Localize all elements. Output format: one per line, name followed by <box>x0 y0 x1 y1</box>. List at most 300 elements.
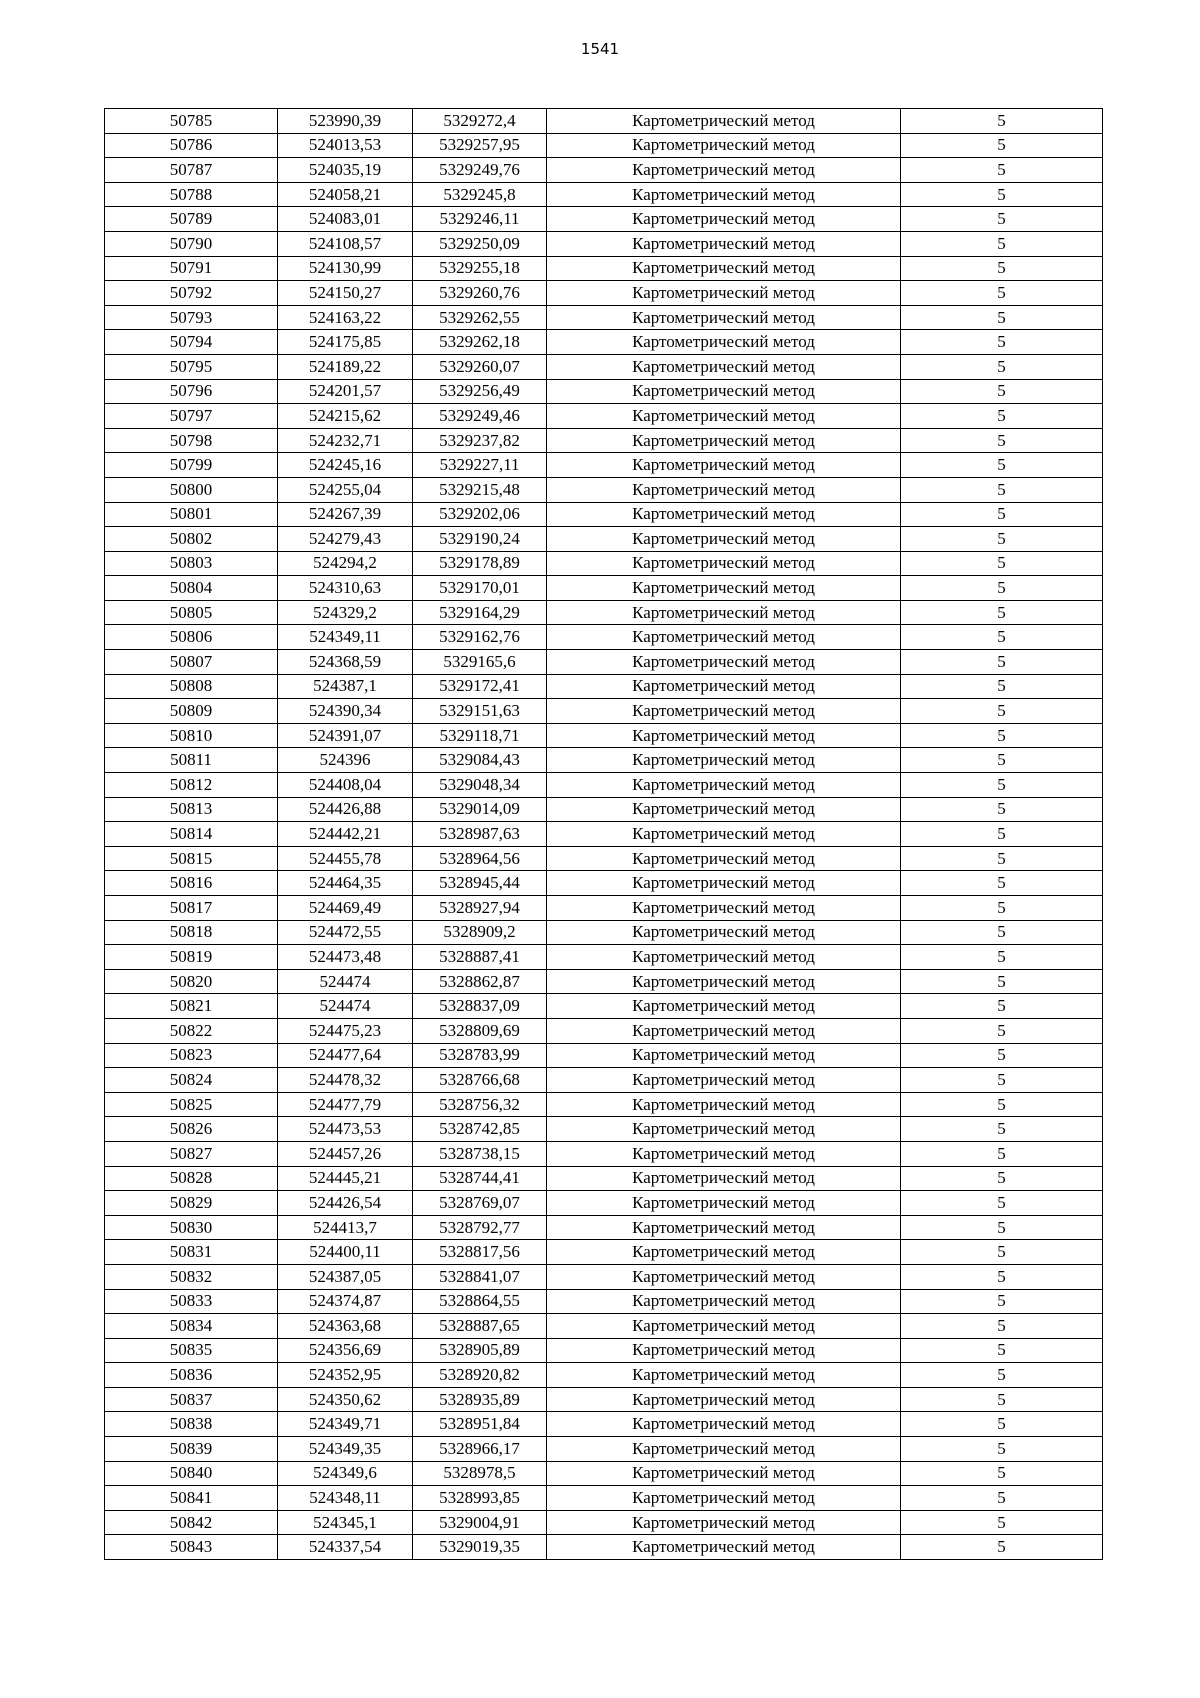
y-coordinate-cell: 5329162,76 <box>413 625 547 650</box>
point-number-cell: 50840 <box>105 1461 278 1486</box>
method-cell: Картометрический метод <box>547 871 901 896</box>
x-coordinate-cell: 524189,22 <box>278 354 413 379</box>
y-coordinate-cell: 5329227,11 <box>413 453 547 478</box>
table-row <box>105 994 1103 1019</box>
x-coordinate-cell: 524469,49 <box>278 896 413 921</box>
table-row <box>105 576 1103 601</box>
point-number-cell: 50793 <box>105 305 278 330</box>
y-coordinate-cell: 5328864,55 <box>413 1289 547 1314</box>
precision-cell: 5 <box>901 920 1103 945</box>
y-coordinate-cell: 5329004,91 <box>413 1510 547 1535</box>
x-coordinate-cell: 524445,21 <box>278 1166 413 1191</box>
y-coordinate-cell: 5328909,2 <box>413 920 547 945</box>
point-number-cell: 50829 <box>105 1191 278 1216</box>
method-cell: Картометрический метод <box>547 477 901 502</box>
table-row <box>105 305 1103 330</box>
point-number-cell: 50797 <box>105 404 278 429</box>
x-coordinate-cell: 524473,48 <box>278 945 413 970</box>
y-coordinate-cell: 5329014,09 <box>413 797 547 822</box>
point-number-cell: 50819 <box>105 945 278 970</box>
table-row <box>105 1338 1103 1363</box>
y-coordinate-cell: 5329019,35 <box>413 1535 547 1560</box>
x-coordinate-cell: 524163,22 <box>278 305 413 330</box>
point-number-cell: 50789 <box>105 207 278 232</box>
table-row <box>105 699 1103 724</box>
point-number-cell: 50812 <box>105 773 278 798</box>
point-number-cell: 50791 <box>105 256 278 281</box>
x-coordinate-cell: 524475,23 <box>278 1018 413 1043</box>
point-number-cell: 50798 <box>105 428 278 453</box>
point-number-cell: 50838 <box>105 1412 278 1437</box>
method-cell: Картометрический метод <box>547 158 901 183</box>
method-cell: Картометрический метод <box>547 305 901 330</box>
method-cell: Картометрический метод <box>547 1240 901 1265</box>
method-cell: Картометрический метод <box>547 502 901 527</box>
precision-cell: 5 <box>901 1117 1103 1142</box>
method-cell: Картометрический метод <box>547 945 901 970</box>
method-cell: Картометрический метод <box>547 527 901 552</box>
y-coordinate-cell: 5329118,71 <box>413 723 547 748</box>
table-row <box>105 1486 1103 1511</box>
point-number-cell: 50841 <box>105 1486 278 1511</box>
method-cell: Картометрический метод <box>547 674 901 699</box>
method-cell: Картометрический метод <box>547 1535 901 1560</box>
method-cell: Картометрический метод <box>547 1191 901 1216</box>
point-number-cell: 50830 <box>105 1215 278 1240</box>
precision-cell: 5 <box>901 256 1103 281</box>
point-number-cell: 50795 <box>105 354 278 379</box>
table-row <box>105 1166 1103 1191</box>
method-cell: Картометрический метод <box>547 1141 901 1166</box>
point-number-cell: 50820 <box>105 969 278 994</box>
table-row <box>105 1068 1103 1093</box>
method-cell: Картометрический метод <box>547 1387 901 1412</box>
table-row <box>105 748 1103 773</box>
x-coordinate-cell: 524058,21 <box>278 182 413 207</box>
method-cell: Картометрический метод <box>547 1092 901 1117</box>
y-coordinate-cell: 5328841,07 <box>413 1264 547 1289</box>
x-coordinate-cell: 524349,35 <box>278 1437 413 1462</box>
y-coordinate-cell: 5329245,8 <box>413 182 547 207</box>
precision-cell: 5 <box>901 846 1103 871</box>
method-cell: Картометрический метод <box>547 822 901 847</box>
table-row <box>105 1363 1103 1388</box>
table-row <box>105 846 1103 871</box>
table-row <box>105 1141 1103 1166</box>
y-coordinate-cell: 5328837,09 <box>413 994 547 1019</box>
precision-cell: 5 <box>901 182 1103 207</box>
table-row <box>105 1535 1103 1560</box>
point-number-cell: 50794 <box>105 330 278 355</box>
y-coordinate-cell: 5328769,07 <box>413 1191 547 1216</box>
y-coordinate-cell: 5329260,07 <box>413 354 547 379</box>
precision-cell: 5 <box>901 207 1103 232</box>
precision-cell: 5 <box>901 1166 1103 1191</box>
precision-cell: 5 <box>901 281 1103 306</box>
x-coordinate-cell: 524408,04 <box>278 773 413 798</box>
precision-cell: 5 <box>901 502 1103 527</box>
point-number-cell: 50843 <box>105 1535 278 1560</box>
table-row <box>105 1264 1103 1289</box>
table-row <box>105 256 1103 281</box>
x-coordinate-cell: 524294,2 <box>278 551 413 576</box>
x-coordinate-cell: 524472,55 <box>278 920 413 945</box>
precision-cell: 5 <box>901 600 1103 625</box>
x-coordinate-cell: 524013,53 <box>278 133 413 158</box>
y-coordinate-cell: 5328887,65 <box>413 1314 547 1339</box>
method-cell: Картометрический метод <box>547 133 901 158</box>
precision-cell: 5 <box>901 1092 1103 1117</box>
precision-cell: 5 <box>901 1510 1103 1535</box>
table-row <box>105 281 1103 306</box>
table-row <box>105 1018 1103 1043</box>
method-cell: Картометрический метод <box>547 625 901 650</box>
precision-cell: 5 <box>901 797 1103 822</box>
x-coordinate-cell: 524457,26 <box>278 1141 413 1166</box>
point-number-cell: 50835 <box>105 1338 278 1363</box>
point-number-cell: 50804 <box>105 576 278 601</box>
precision-cell: 5 <box>901 1412 1103 1437</box>
point-number-cell: 50822 <box>105 1018 278 1043</box>
x-coordinate-cell: 523990,39 <box>278 109 413 134</box>
table-row <box>105 822 1103 847</box>
table-row <box>105 109 1103 134</box>
precision-cell: 5 <box>901 1338 1103 1363</box>
y-coordinate-cell: 5329178,89 <box>413 551 547 576</box>
table-row <box>105 207 1103 232</box>
precision-cell: 5 <box>901 305 1103 330</box>
table-row <box>105 354 1103 379</box>
method-cell: Картометрический метод <box>547 256 901 281</box>
precision-cell: 5 <box>901 1141 1103 1166</box>
table-row <box>105 1461 1103 1486</box>
method-cell: Картометрический метод <box>547 1068 901 1093</box>
point-number-cell: 50807 <box>105 650 278 675</box>
point-number-cell: 50832 <box>105 1264 278 1289</box>
point-number-cell: 50792 <box>105 281 278 306</box>
point-number-cell: 50786 <box>105 133 278 158</box>
y-coordinate-cell: 5328766,68 <box>413 1068 547 1093</box>
table-row <box>105 650 1103 675</box>
y-coordinate-cell: 5328951,84 <box>413 1412 547 1437</box>
method-cell: Картометрический метод <box>547 182 901 207</box>
y-coordinate-cell: 5328738,15 <box>413 1141 547 1166</box>
precision-cell: 5 <box>901 1215 1103 1240</box>
x-coordinate-cell: 524035,19 <box>278 158 413 183</box>
precision-cell: 5 <box>901 1240 1103 1265</box>
x-coordinate-cell: 524348,11 <box>278 1486 413 1511</box>
y-coordinate-cell: 5328964,56 <box>413 846 547 871</box>
table-row <box>105 674 1103 699</box>
coordinates-table <box>104 108 1103 1560</box>
table-row <box>105 133 1103 158</box>
x-coordinate-cell: 524426,88 <box>278 797 413 822</box>
table-row <box>105 231 1103 256</box>
x-coordinate-cell: 524477,64 <box>278 1043 413 1068</box>
y-coordinate-cell: 5328993,85 <box>413 1486 547 1511</box>
method-cell: Картометрический метод <box>547 1363 901 1388</box>
precision-cell: 5 <box>901 1314 1103 1339</box>
table-row <box>105 428 1103 453</box>
table-row <box>105 1314 1103 1339</box>
point-number-cell: 50816 <box>105 871 278 896</box>
table-row <box>105 896 1103 921</box>
x-coordinate-cell: 524474 <box>278 994 413 1019</box>
method-cell: Картометрический метод <box>547 404 901 429</box>
point-number-cell: 50785 <box>105 109 278 134</box>
point-number-cell: 50818 <box>105 920 278 945</box>
x-coordinate-cell: 524396 <box>278 748 413 773</box>
y-coordinate-cell: 5329170,01 <box>413 576 547 601</box>
precision-cell: 5 <box>901 625 1103 650</box>
point-number-cell: 50805 <box>105 600 278 625</box>
point-number-cell: 50800 <box>105 477 278 502</box>
precision-cell: 5 <box>901 379 1103 404</box>
precision-cell: 5 <box>901 773 1103 798</box>
point-number-cell: 50834 <box>105 1314 278 1339</box>
point-number-cell: 50828 <box>105 1166 278 1191</box>
x-coordinate-cell: 524400,11 <box>278 1240 413 1265</box>
table-row <box>105 1215 1103 1240</box>
y-coordinate-cell: 5329151,63 <box>413 699 547 724</box>
method-cell: Картометрический метод <box>547 281 901 306</box>
precision-cell: 5 <box>901 945 1103 970</box>
y-coordinate-cell: 5329084,43 <box>413 748 547 773</box>
y-coordinate-cell: 5328927,94 <box>413 896 547 921</box>
table-row <box>105 625 1103 650</box>
table-row <box>105 527 1103 552</box>
precision-cell: 5 <box>901 158 1103 183</box>
method-cell: Картометрический метод <box>547 1117 901 1142</box>
point-number-cell: 50803 <box>105 551 278 576</box>
y-coordinate-cell: 5328756,32 <box>413 1092 547 1117</box>
point-number-cell: 50811 <box>105 748 278 773</box>
y-coordinate-cell: 5328742,85 <box>413 1117 547 1142</box>
table-row <box>105 1117 1103 1142</box>
table-row <box>105 723 1103 748</box>
table-row <box>105 182 1103 207</box>
table-row <box>105 404 1103 429</box>
table-row <box>105 477 1103 502</box>
x-coordinate-cell: 524391,07 <box>278 723 413 748</box>
x-coordinate-cell: 524442,21 <box>278 822 413 847</box>
precision-cell: 5 <box>901 428 1103 453</box>
precision-cell: 5 <box>901 354 1103 379</box>
point-number-cell: 50833 <box>105 1289 278 1314</box>
table-row <box>105 1437 1103 1462</box>
table-row <box>105 797 1103 822</box>
precision-cell: 5 <box>901 723 1103 748</box>
table-row <box>105 1412 1103 1437</box>
y-coordinate-cell: 5329262,55 <box>413 305 547 330</box>
method-cell: Картометрический метод <box>547 453 901 478</box>
table-row <box>105 945 1103 970</box>
point-number-cell: 50827 <box>105 1141 278 1166</box>
table-row <box>105 920 1103 945</box>
page-number: 1541 <box>580 40 620 58</box>
y-coordinate-cell: 5329249,46 <box>413 404 547 429</box>
y-coordinate-cell: 5329172,41 <box>413 674 547 699</box>
y-coordinate-cell: 5329237,82 <box>413 428 547 453</box>
precision-cell: 5 <box>901 674 1103 699</box>
method-cell: Картометрический метод <box>547 1314 901 1339</box>
y-coordinate-cell: 5328792,77 <box>413 1215 547 1240</box>
y-coordinate-cell: 5328920,82 <box>413 1363 547 1388</box>
table-row <box>105 871 1103 896</box>
table-row <box>105 379 1103 404</box>
method-cell: Картометрический метод <box>547 846 901 871</box>
method-cell: Картометрический метод <box>547 920 901 945</box>
precision-cell: 5 <box>901 1535 1103 1560</box>
method-cell: Картометрический метод <box>547 1486 901 1511</box>
y-coordinate-cell: 5328987,63 <box>413 822 547 847</box>
table-row <box>105 551 1103 576</box>
x-coordinate-cell: 524352,95 <box>278 1363 413 1388</box>
method-cell: Картометрический метод <box>547 600 901 625</box>
method-cell: Картометрический метод <box>547 1264 901 1289</box>
method-cell: Картометрический метод <box>547 379 901 404</box>
x-coordinate-cell: 524413,7 <box>278 1215 413 1240</box>
point-number-cell: 50814 <box>105 822 278 847</box>
precision-cell: 5 <box>901 871 1103 896</box>
method-cell: Картометрический метод <box>547 428 901 453</box>
table-row <box>105 502 1103 527</box>
y-coordinate-cell: 5328809,69 <box>413 1018 547 1043</box>
y-coordinate-cell: 5329164,29 <box>413 600 547 625</box>
x-coordinate-cell: 524279,43 <box>278 527 413 552</box>
x-coordinate-cell: 524267,39 <box>278 502 413 527</box>
y-coordinate-cell: 5329190,24 <box>413 527 547 552</box>
method-cell: Картометрический метод <box>547 773 901 798</box>
x-coordinate-cell: 524345,1 <box>278 1510 413 1535</box>
y-coordinate-cell: 5328935,89 <box>413 1387 547 1412</box>
x-coordinate-cell: 524477,79 <box>278 1092 413 1117</box>
point-number-cell: 50806 <box>105 625 278 650</box>
x-coordinate-cell: 524108,57 <box>278 231 413 256</box>
precision-cell: 5 <box>901 822 1103 847</box>
precision-cell: 5 <box>901 1486 1103 1511</box>
y-coordinate-cell: 5328783,99 <box>413 1043 547 1068</box>
method-cell: Картометрический метод <box>547 1018 901 1043</box>
precision-cell: 5 <box>901 477 1103 502</box>
precision-cell: 5 <box>901 1018 1103 1043</box>
x-coordinate-cell: 524255,04 <box>278 477 413 502</box>
point-number-cell: 50823 <box>105 1043 278 1068</box>
x-coordinate-cell: 524337,54 <box>278 1535 413 1560</box>
precision-cell: 5 <box>901 551 1103 576</box>
y-coordinate-cell: 5329260,76 <box>413 281 547 306</box>
point-number-cell: 50802 <box>105 527 278 552</box>
point-number-cell: 50799 <box>105 453 278 478</box>
point-number-cell: 50837 <box>105 1387 278 1412</box>
method-cell: Картометрический метод <box>547 1461 901 1486</box>
precision-cell: 5 <box>901 896 1103 921</box>
y-coordinate-cell: 5329262,18 <box>413 330 547 355</box>
point-number-cell: 50825 <box>105 1092 278 1117</box>
table-row <box>105 1191 1103 1216</box>
method-cell: Картометрический метод <box>547 896 901 921</box>
y-coordinate-cell: 5329257,95 <box>413 133 547 158</box>
y-coordinate-cell: 5329048,34 <box>413 773 547 798</box>
coordinates-table-body <box>105 109 1103 1560</box>
precision-cell: 5 <box>901 453 1103 478</box>
y-coordinate-cell: 5329246,11 <box>413 207 547 232</box>
y-coordinate-cell: 5329202,06 <box>413 502 547 527</box>
precision-cell: 5 <box>901 330 1103 355</box>
method-cell: Картометрический метод <box>547 1215 901 1240</box>
y-coordinate-cell: 5328966,17 <box>413 1437 547 1462</box>
table-row <box>105 600 1103 625</box>
x-coordinate-cell: 524426,54 <box>278 1191 413 1216</box>
method-cell: Картометрический метод <box>547 576 901 601</box>
point-number-cell: 50831 <box>105 1240 278 1265</box>
x-coordinate-cell: 524150,27 <box>278 281 413 306</box>
method-cell: Картометрический метод <box>547 994 901 1019</box>
point-number-cell: 50788 <box>105 182 278 207</box>
method-cell: Картометрический метод <box>547 551 901 576</box>
point-number-cell: 50796 <box>105 379 278 404</box>
precision-cell: 5 <box>901 133 1103 158</box>
x-coordinate-cell: 524478,32 <box>278 1068 413 1093</box>
precision-cell: 5 <box>901 1068 1103 1093</box>
point-number-cell: 50813 <box>105 797 278 822</box>
x-coordinate-cell: 524215,62 <box>278 404 413 429</box>
y-coordinate-cell: 5328817,56 <box>413 1240 547 1265</box>
method-cell: Картометрический метод <box>547 109 901 134</box>
point-number-cell: 50810 <box>105 723 278 748</box>
y-coordinate-cell: 5329215,48 <box>413 477 547 502</box>
x-coordinate-cell: 524349,71 <box>278 1412 413 1437</box>
method-cell: Картометрический метод <box>547 207 901 232</box>
x-coordinate-cell: 524310,63 <box>278 576 413 601</box>
x-coordinate-cell: 524350,62 <box>278 1387 413 1412</box>
method-cell: Картометрический метод <box>547 650 901 675</box>
table-row <box>105 1240 1103 1265</box>
table-row <box>105 330 1103 355</box>
precision-cell: 5 <box>901 1043 1103 1068</box>
x-coordinate-cell: 524387,05 <box>278 1264 413 1289</box>
precision-cell: 5 <box>901 650 1103 675</box>
y-coordinate-cell: 5329249,76 <box>413 158 547 183</box>
precision-cell: 5 <box>901 1191 1103 1216</box>
table-row <box>105 1092 1103 1117</box>
x-coordinate-cell: 524201,57 <box>278 379 413 404</box>
y-coordinate-cell: 5328862,87 <box>413 969 547 994</box>
method-cell: Картометрический метод <box>547 797 901 822</box>
x-coordinate-cell: 524349,6 <box>278 1461 413 1486</box>
point-number-cell: 50790 <box>105 231 278 256</box>
point-number-cell: 50824 <box>105 1068 278 1093</box>
x-coordinate-cell: 524368,59 <box>278 650 413 675</box>
method-cell: Картометрический метод <box>547 1412 901 1437</box>
precision-cell: 5 <box>901 1437 1103 1462</box>
x-coordinate-cell: 524083,01 <box>278 207 413 232</box>
y-coordinate-cell: 5329256,49 <box>413 379 547 404</box>
method-cell: Картометрический метод <box>547 1338 901 1363</box>
precision-cell: 5 <box>901 1264 1103 1289</box>
y-coordinate-cell: 5329255,18 <box>413 256 547 281</box>
method-cell: Картометрический метод <box>547 231 901 256</box>
x-coordinate-cell: 524374,87 <box>278 1289 413 1314</box>
point-number-cell: 50817 <box>105 896 278 921</box>
precision-cell: 5 <box>901 231 1103 256</box>
precision-cell: 5 <box>901 404 1103 429</box>
precision-cell: 5 <box>901 994 1103 1019</box>
precision-cell: 5 <box>901 1289 1103 1314</box>
x-coordinate-cell: 524390,34 <box>278 699 413 724</box>
method-cell: Картометрический метод <box>547 1289 901 1314</box>
y-coordinate-cell: 5328945,44 <box>413 871 547 896</box>
